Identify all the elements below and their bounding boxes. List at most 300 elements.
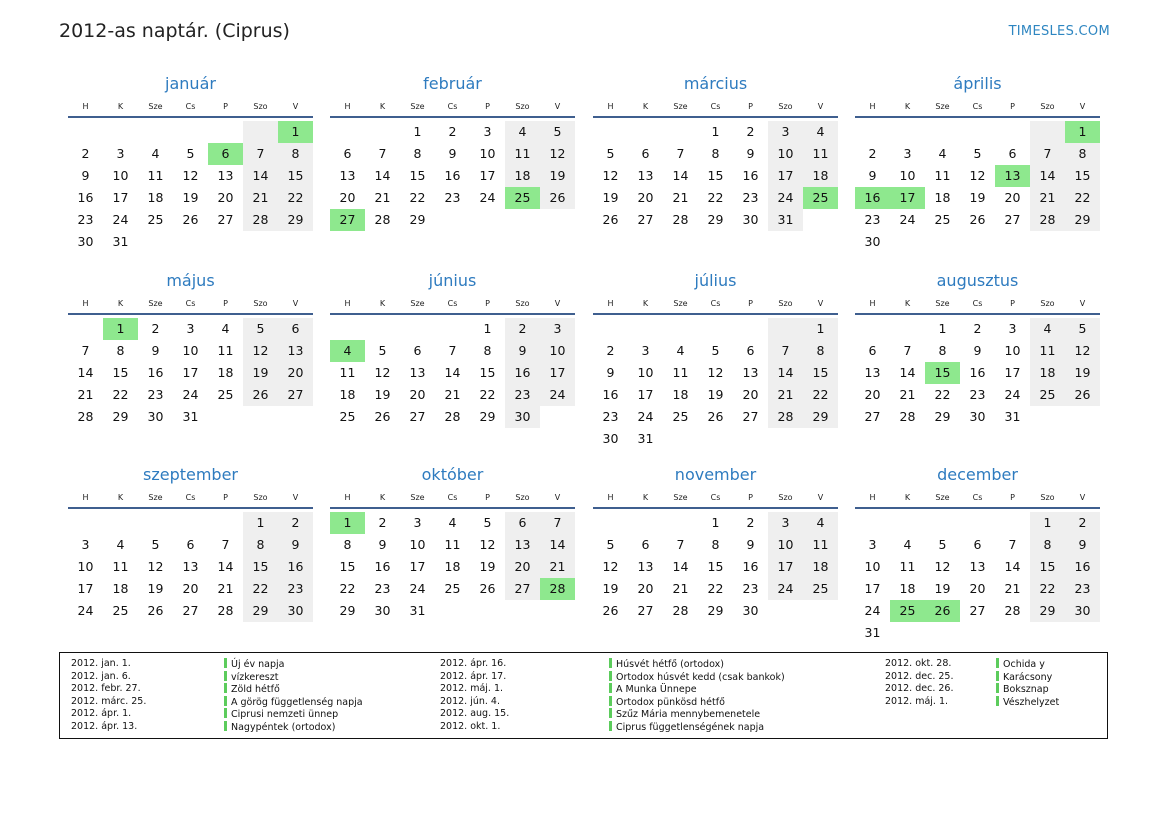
day-cell: 14 <box>77 365 94 380</box>
weekday-label: K <box>904 101 911 111</box>
day-cell: 3 <box>81 537 90 552</box>
empty-cell <box>365 121 400 143</box>
holiday-names-column <box>224 658 363 734</box>
day-cell: 14 <box>768 362 803 384</box>
weekday-label: Szo <box>253 298 268 308</box>
day-cell: 20 <box>182 581 199 596</box>
day-cell: 6 <box>278 318 313 340</box>
holiday-date: 2012. febr. 27. <box>71 683 141 695</box>
day-cell: 23 <box>864 212 881 227</box>
day-cell: 31 <box>768 209 803 231</box>
day-cell: 27 <box>409 409 426 424</box>
day-cell: 22 <box>707 581 724 596</box>
brand-link[interactable]: TIMESLES.COM <box>1008 24 1110 39</box>
day-cell: 8 <box>711 537 720 552</box>
day-cell: 29 <box>243 600 278 622</box>
day-grid <box>855 121 1100 253</box>
day-cell: 25 <box>339 409 356 424</box>
month-name: március <box>683 74 748 93</box>
day-cell: 8 <box>803 340 838 362</box>
day-cell: 23 <box>742 190 759 205</box>
holiday-legend <box>59 652 1108 739</box>
day-grid <box>330 318 575 428</box>
day-cell: 4 <box>221 321 230 336</box>
weekday-label: H <box>344 492 351 502</box>
empty-cell <box>138 512 173 534</box>
weekday-label: Sze <box>935 298 950 308</box>
day-cell: 15 <box>1030 556 1065 578</box>
day-cell: 28 <box>444 409 461 424</box>
day-cell: 2 <box>1065 512 1100 534</box>
day-cell: 25 <box>112 603 129 618</box>
weekday-label: Szo <box>515 298 530 308</box>
weekday-label: Sze <box>673 492 688 502</box>
day-cell: 11 <box>1030 340 1065 362</box>
empty-cell <box>365 318 400 340</box>
day-cell: 4 <box>903 537 912 552</box>
day-cell: 22 <box>278 187 313 209</box>
day-cell: 10 <box>1004 343 1021 358</box>
day-cell: 24 <box>768 187 803 209</box>
weekday-header <box>855 293 1100 315</box>
month-7 <box>593 269 838 450</box>
weekday-label: Sze <box>148 492 163 502</box>
holiday-name: vízkereszt <box>231 671 279 683</box>
holiday-name: Karácsony <box>1003 671 1053 683</box>
day-cell: 13 <box>637 168 654 183</box>
day-cell: 17 <box>479 168 496 183</box>
holiday-entry <box>609 658 785 671</box>
day-cell: 17 <box>540 362 575 384</box>
day-cell: 20 <box>864 387 881 402</box>
empty-cell <box>890 318 925 340</box>
day-cell: 27 <box>182 603 199 618</box>
holiday-day-cell: 6 <box>208 143 243 165</box>
day-grid <box>68 512 313 622</box>
day-cell: 28 <box>672 603 689 618</box>
day-cell: 3 <box>903 146 912 161</box>
empty-cell <box>698 318 733 340</box>
holiday-name: Vészhelyzet <box>1003 696 1060 708</box>
empty-cell <box>68 121 103 143</box>
day-cell: 21 <box>899 387 916 402</box>
day-cell: 5 <box>186 146 195 161</box>
empty-cell <box>960 512 995 534</box>
holiday-name: Új év napja <box>231 659 285 670</box>
day-cell: 7 <box>768 340 803 362</box>
day-cell: 1 <box>243 512 278 534</box>
holiday-entry <box>996 696 1059 709</box>
holiday-name: Ciprusi nemzeti ünnep <box>231 709 339 721</box>
month-12 <box>855 463 1100 644</box>
weekday-label: K <box>379 101 386 111</box>
day-cell: 21 <box>672 190 689 205</box>
day-cell: 30 <box>602 431 619 446</box>
day-grid <box>855 318 1100 428</box>
holiday-date: 2012. aug. 15. <box>440 708 510 720</box>
weekday-label: V <box>292 298 299 308</box>
holiday-name: Szűz Mária mennybemenetele <box>616 709 761 721</box>
day-cell: 3 <box>540 318 575 340</box>
day-cell: 25 <box>934 212 951 227</box>
weekday-label: Cs <box>185 101 196 111</box>
day-cell: 9 <box>278 534 313 556</box>
holiday-day-cell: 25 <box>803 187 838 209</box>
holiday-entry <box>224 671 363 684</box>
month-1 <box>68 72 313 253</box>
weekday-label: Sze <box>935 492 950 502</box>
weekday-label: V <box>1079 101 1086 111</box>
day-cell: 22 <box>479 387 496 402</box>
day-cell: 10 <box>540 340 575 362</box>
day-cell: 11 <box>444 537 461 552</box>
weekday-label: H <box>607 101 614 111</box>
empty-cell <box>663 318 698 340</box>
weekday-label: P <box>1010 101 1015 111</box>
day-cell: 13 <box>217 168 234 183</box>
day-cell: 22 <box>707 190 724 205</box>
day-cell: 22 <box>409 190 426 205</box>
day-cell: 21 <box>672 581 689 596</box>
holiday-date: 2012. máj. 1. <box>440 683 504 695</box>
day-cell: 26 <box>243 384 278 406</box>
day-cell: 18 <box>147 190 164 205</box>
day-cell: 30 <box>278 600 313 622</box>
day-cell: 9 <box>868 168 877 183</box>
day-cell: 3 <box>186 321 195 336</box>
day-cell: 12 <box>602 168 619 183</box>
day-cell: 23 <box>444 190 461 205</box>
day-cell: 17 <box>637 387 654 402</box>
day-cell: 6 <box>343 146 352 161</box>
day-cell: 31 <box>182 409 199 424</box>
day-cell: 15 <box>479 365 496 380</box>
day-cell: 2 <box>606 343 615 358</box>
day-cell: 10 <box>768 143 803 165</box>
day-cell: 19 <box>479 559 496 574</box>
day-cell: 20 <box>409 387 426 402</box>
day-cell: 11 <box>147 168 164 183</box>
holiday-date: 2012. ápr. 13. <box>71 720 138 732</box>
day-cell: 6 <box>413 343 422 358</box>
holiday-day-cell: 28 <box>540 578 575 600</box>
day-cell: 20 <box>637 581 654 596</box>
day-cell: 31 <box>864 625 881 640</box>
month-name: november <box>674 465 757 484</box>
day-cell: 16 <box>969 365 986 380</box>
weekday-label: H <box>82 298 89 308</box>
day-cell: 11 <box>803 534 838 556</box>
day-cell: 6 <box>505 512 540 534</box>
holiday-marker <box>609 721 612 731</box>
month-2 <box>330 72 575 231</box>
month-4 <box>855 72 1100 253</box>
day-cell: 3 <box>768 512 803 534</box>
day-cell: 27 <box>637 603 654 618</box>
day-cell: 10 <box>479 146 496 161</box>
weekday-label: Cs <box>185 492 196 502</box>
day-cell: 16 <box>742 168 759 183</box>
day-grid <box>68 121 313 253</box>
day-cell: 13 <box>278 340 313 362</box>
month-10 <box>330 463 575 622</box>
weekday-label: P <box>485 101 490 111</box>
day-cell: 22 <box>1065 187 1100 209</box>
day-cell: 30 <box>742 603 759 618</box>
weekday-label: Sze <box>410 101 425 111</box>
weekday-header <box>330 487 575 509</box>
day-cell: 12 <box>540 143 575 165</box>
day-cell: 14 <box>444 365 461 380</box>
day-cell: 10 <box>637 365 654 380</box>
month-name: augusztus <box>936 271 1019 290</box>
day-cell: 28 <box>374 212 391 227</box>
weekday-label: K <box>642 101 649 111</box>
empty-cell <box>243 121 278 143</box>
weekday-label: V <box>554 492 561 502</box>
day-cell: 21 <box>374 190 391 205</box>
day-grid <box>330 512 575 622</box>
holiday-day-cell: 1 <box>1065 121 1100 143</box>
empty-cell <box>173 512 208 534</box>
day-cell: 29 <box>1030 600 1065 622</box>
weekday-label: Cs <box>972 492 983 502</box>
day-cell: 24 <box>899 212 916 227</box>
day-cell: 26 <box>479 581 496 596</box>
day-cell: 21 <box>444 387 461 402</box>
empty-cell <box>103 512 138 534</box>
holiday-marker <box>996 658 999 668</box>
day-cell: 25 <box>444 581 461 596</box>
holiday-day-cell: 13 <box>995 165 1030 187</box>
holiday-name: Húsvét hétfő (ortodox) <box>616 659 724 670</box>
day-cell: 19 <box>707 387 724 402</box>
holiday-date: 2012. dec. 26. <box>885 683 954 695</box>
day-cell: 29 <box>707 603 724 618</box>
day-cell: 9 <box>1065 534 1100 556</box>
weekday-label: Szo <box>1040 101 1055 111</box>
day-cell: 22 <box>934 387 951 402</box>
day-cell: 30 <box>969 409 986 424</box>
day-cell: 21 <box>768 384 803 406</box>
day-cell: 14 <box>1004 559 1021 574</box>
day-cell: 17 <box>77 581 94 596</box>
holiday-marker <box>609 708 612 718</box>
day-cell: 24 <box>77 603 94 618</box>
day-cell: 25 <box>672 409 689 424</box>
weekday-label: P <box>223 298 228 308</box>
day-cell: 26 <box>540 187 575 209</box>
holiday-name: A görög függetlenség napja <box>231 696 363 708</box>
day-cell: 2 <box>378 515 387 530</box>
day-cell: 13 <box>182 559 199 574</box>
weekday-label: Szo <box>1040 298 1055 308</box>
day-cell: 11 <box>112 559 129 574</box>
day-cell: 22 <box>339 581 356 596</box>
holiday-entry <box>224 696 363 709</box>
holiday-entry <box>224 708 363 721</box>
holiday-dates-column <box>71 658 146 734</box>
day-cell: 1 <box>711 515 720 530</box>
weekday-label: V <box>1079 492 1086 502</box>
holiday-name: Ciprus függetlenségének napja <box>616 721 765 733</box>
day-grid <box>593 512 838 622</box>
day-cell: 20 <box>742 387 759 402</box>
holiday-entry <box>609 696 785 709</box>
day-cell: 5 <box>1065 318 1100 340</box>
weekday-label: P <box>223 492 228 502</box>
weekday-label: V <box>292 101 299 111</box>
day-cell: 7 <box>1008 537 1017 552</box>
day-cell: 3 <box>116 146 125 161</box>
empty-cell <box>960 121 995 143</box>
weekday-header <box>330 96 575 118</box>
day-cell: 2 <box>973 321 982 336</box>
day-cell: 20 <box>637 190 654 205</box>
month-name: október <box>421 465 484 484</box>
day-cell: 3 <box>868 537 877 552</box>
day-cell: 26 <box>182 212 199 227</box>
empty-cell <box>768 318 803 340</box>
weekday-label: Sze <box>410 492 425 502</box>
holiday-entry <box>224 683 363 696</box>
day-cell: 11 <box>339 365 356 380</box>
day-cell: 26 <box>602 603 619 618</box>
holiday-day-cell: 15 <box>925 362 960 384</box>
day-cell: 20 <box>278 362 313 384</box>
holiday-date: 2012. jún. 4. <box>440 695 501 707</box>
holiday-date: 2012. jan. 1. <box>71 658 131 669</box>
weekday-label: H <box>344 101 351 111</box>
day-cell: 11 <box>899 559 916 574</box>
day-cell: 5 <box>938 537 947 552</box>
day-cell: 23 <box>602 409 619 424</box>
day-cell: 19 <box>1065 362 1100 384</box>
weekday-header <box>593 96 838 118</box>
empty-cell <box>628 318 663 340</box>
empty-cell <box>208 512 243 534</box>
day-cell: 3 <box>413 515 422 530</box>
day-cell: 22 <box>1030 578 1065 600</box>
holiday-day-cell: 1 <box>103 318 138 340</box>
day-cell: 31 <box>1004 409 1021 424</box>
day-cell: 19 <box>934 581 951 596</box>
day-cell: 27 <box>637 212 654 227</box>
day-cell: 10 <box>768 534 803 556</box>
holiday-marker <box>996 683 999 693</box>
day-cell: 24 <box>182 387 199 402</box>
day-cell: 4 <box>448 515 457 530</box>
holiday-name: Ochida y <box>1003 659 1045 670</box>
day-cell: 22 <box>112 387 129 402</box>
day-cell: 24 <box>864 603 881 618</box>
empty-cell <box>733 318 768 340</box>
day-cell: 5 <box>151 537 160 552</box>
day-cell: 8 <box>711 146 720 161</box>
month-name: szeptember <box>142 465 238 484</box>
day-cell: 3 <box>483 124 492 139</box>
day-cell: 17 <box>112 190 129 205</box>
day-cell: 14 <box>374 168 391 183</box>
day-cell: 19 <box>602 190 619 205</box>
day-cell: 21 <box>243 187 278 209</box>
day-cell: 24 <box>768 578 803 600</box>
weekday-label: Sze <box>673 101 688 111</box>
day-cell: 9 <box>378 537 387 552</box>
empty-cell <box>208 121 243 143</box>
day-cell: 4 <box>151 146 160 161</box>
empty-cell <box>855 512 890 534</box>
holiday-entry <box>996 671 1059 684</box>
weekday-label: Szo <box>253 492 268 502</box>
day-cell: 9 <box>81 168 90 183</box>
day-cell: 4 <box>803 121 838 143</box>
weekday-label: V <box>554 101 561 111</box>
day-cell: 7 <box>81 343 90 358</box>
day-cell: 1 <box>938 321 947 336</box>
weekday-label: K <box>642 492 649 502</box>
holiday-entry <box>224 721 363 734</box>
day-cell: 28 <box>899 409 916 424</box>
day-cell: 7 <box>1030 143 1065 165</box>
day-cell: 17 <box>409 559 426 574</box>
weekday-label: V <box>554 298 561 308</box>
day-cell: 6 <box>641 146 650 161</box>
day-cell: 18 <box>505 165 540 187</box>
day-cell: 5 <box>378 343 387 358</box>
month-name: február <box>423 74 482 93</box>
day-cell: 23 <box>1065 578 1100 600</box>
day-cell: 26 <box>602 212 619 227</box>
day-cell: 8 <box>278 143 313 165</box>
weekday-label: Cs <box>710 298 721 308</box>
day-cell: 27 <box>278 384 313 406</box>
weekday-label: V <box>817 492 824 502</box>
empty-cell <box>330 121 365 143</box>
weekday-header <box>593 293 838 315</box>
day-cell: 10 <box>182 343 199 358</box>
month-8 <box>855 269 1100 428</box>
weekday-label: K <box>904 492 911 502</box>
day-cell: 4 <box>1030 318 1065 340</box>
day-cell: 29 <box>278 209 313 231</box>
month-11 <box>593 463 838 622</box>
holiday-name: A Munka Ünnepe <box>616 684 697 696</box>
day-cell: 6 <box>746 343 755 358</box>
holiday-names-column <box>609 658 785 734</box>
day-cell: 28 <box>243 209 278 231</box>
day-cell: 12 <box>243 340 278 362</box>
empty-cell <box>663 512 698 534</box>
day-cell: 22 <box>803 384 838 406</box>
weekday-label: Szo <box>253 101 268 111</box>
day-cell: 27 <box>864 409 881 424</box>
day-cell: 14 <box>1030 165 1065 187</box>
day-cell: 29 <box>112 409 129 424</box>
day-grid <box>68 318 313 428</box>
day-cell: 18 <box>444 559 461 574</box>
weekday-label: K <box>117 492 124 502</box>
weekday-label: V <box>817 298 824 308</box>
day-cell: 3 <box>1008 321 1017 336</box>
holiday-entry <box>609 683 785 696</box>
day-cell: 13 <box>742 365 759 380</box>
day-cell: 2 <box>448 124 457 139</box>
weekday-label: Cs <box>972 298 983 308</box>
day-cell: 13 <box>409 365 426 380</box>
day-cell: 11 <box>672 365 689 380</box>
empty-cell <box>68 318 103 340</box>
